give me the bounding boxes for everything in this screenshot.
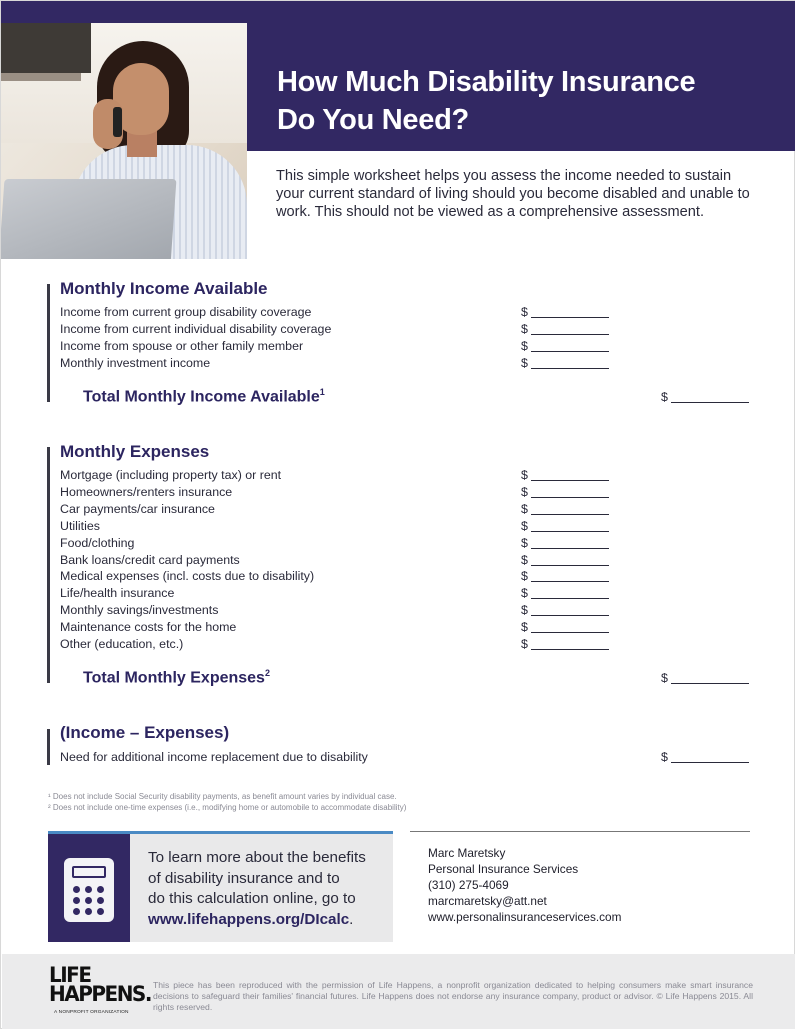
expense-item: Utilities — [60, 519, 100, 533]
dollar-sign: $ — [521, 637, 528, 651]
header-photo — [1, 23, 247, 259]
income-section-bar — [47, 284, 50, 402]
dollar-sign: $ — [521, 339, 528, 353]
expense-item: Food/clothing — [60, 536, 135, 550]
footnote-2: ² Does not include one-time expenses (i.e., modifying home or automobile to accommodate disability) — [48, 803, 407, 812]
calculator-link[interactable]: www.lifehappens.org/DIcalc — [148, 910, 350, 928]
agent-website[interactable]: www.personalinsuranceservices.com — [428, 910, 622, 924]
expenses-section-title: Monthly Expenses — [60, 442, 210, 461]
footnote-ref: 1 — [319, 387, 325, 397]
expense-item: Medical expenses (incl. costs due to disability) — [60, 569, 315, 583]
cta-text — [148, 848, 388, 930]
dollar-sign: $ — [521, 322, 528, 336]
dollar-sign: $ — [521, 502, 528, 516]
page-title — [277, 63, 777, 139]
income-item: Income from current group disability coverage — [60, 305, 312, 319]
footnote-ref: 2 — [264, 668, 270, 678]
dollar-sign: $ — [661, 671, 668, 685]
dollar-sign: $ — [661, 390, 668, 404]
net-section-bar — [47, 729, 50, 765]
footnote-1: ¹ Does not include Social Security disability payments, as benefit amount varies by individual case. — [48, 792, 397, 801]
intro-paragraph: This simple worksheet helps you assess the income needed to sustain your current standard of living should you become disabled and unable to work. This should not be viewed as a comprehensive assessment. — [276, 168, 750, 221]
income-section-title: Monthly Income Available — [60, 279, 268, 298]
calculator-icon — [64, 858, 114, 922]
net-item: Need for additional income replacement due to disability — [60, 750, 368, 764]
dollar-sign: $ — [521, 603, 528, 617]
dollar-sign: $ — [521, 620, 528, 634]
cta-line-1: To learn more about the benefits — [148, 849, 366, 866]
expense-item: Other (education, etc.) — [60, 637, 184, 651]
footer-disclaimer: This piece has been reproduced with the permission of Life Happens, a nonprofit organization dedicated to helping consumers make smart insurance decisions to safeguard their families' financial futures. Life Happens does not endorse any insurance company, product or advisor. © Life Happens 2015. All rights reserved. — [153, 980, 753, 1012]
logo-tagline: A NONPROFIT ORGANIZATION — [54, 1010, 129, 1015]
income-item: Monthly investment income — [60, 356, 211, 370]
agent-company: Personal Insurance Services — [428, 862, 579, 876]
dollar-sign: $ — [521, 519, 528, 533]
expense-item: Monthly savings/investments — [60, 603, 219, 617]
cta-period: . — [349, 910, 354, 928]
expenses-total-text: Total Monthly Expenses — [83, 669, 265, 687]
dollar-sign: $ — [521, 569, 528, 583]
title-line-2: Do You Need? — [277, 104, 469, 136]
cta-line-3: do this calculation online, go to — [148, 890, 356, 907]
dollar-sign: $ — [521, 468, 528, 482]
dollar-sign: $ — [521, 305, 528, 319]
expenses-section-bar — [47, 447, 50, 683]
income-item: Income from current individual disability coverage — [60, 322, 332, 336]
dollar-sign: $ — [521, 485, 528, 499]
income-item: Income from spouse or other family member — [60, 339, 304, 353]
dollar-sign: $ — [521, 553, 528, 567]
cta-box — [48, 831, 393, 942]
expense-item: Mortgage (including property tax) or rent — [60, 468, 282, 482]
agent-divider — [410, 831, 750, 832]
agent-email[interactable]: marcmaretsky@att.net — [428, 894, 547, 908]
dollar-sign: $ — [521, 356, 528, 370]
cta-line-2: of disability insurance and to — [148, 869, 340, 887]
expenses-total-label — [83, 668, 270, 687]
dollar-sign: $ — [521, 536, 528, 550]
dollar-sign: $ — [521, 586, 528, 600]
agent-name: Marc Maretsky — [428, 846, 506, 860]
logo-line-2: HAPPENS. — [49, 980, 151, 1007]
net-section-title: (Income – Expenses) — [60, 723, 230, 742]
life-happens-logo — [49, 961, 151, 1007]
expense-item: Bank loans/credit card payments — [60, 553, 240, 567]
income-total-text: Total Monthly Income Available — [83, 388, 320, 406]
dollar-sign: $ — [661, 750, 668, 764]
expense-item: Maintenance costs for the home — [60, 620, 237, 634]
agent-phone[interactable]: (310) 275-4069 — [428, 878, 509, 892]
expense-item: Homeowners/renters insurance — [60, 485, 233, 499]
logo-line-1: LIFE — [49, 961, 91, 988]
expense-item: Car payments/car insurance — [60, 502, 215, 516]
cta-icon-panel — [48, 834, 130, 942]
income-total-label — [83, 387, 325, 406]
title-line-1: How Much Disability Insurance — [277, 66, 696, 98]
expense-item: Life/health insurance — [60, 586, 175, 600]
